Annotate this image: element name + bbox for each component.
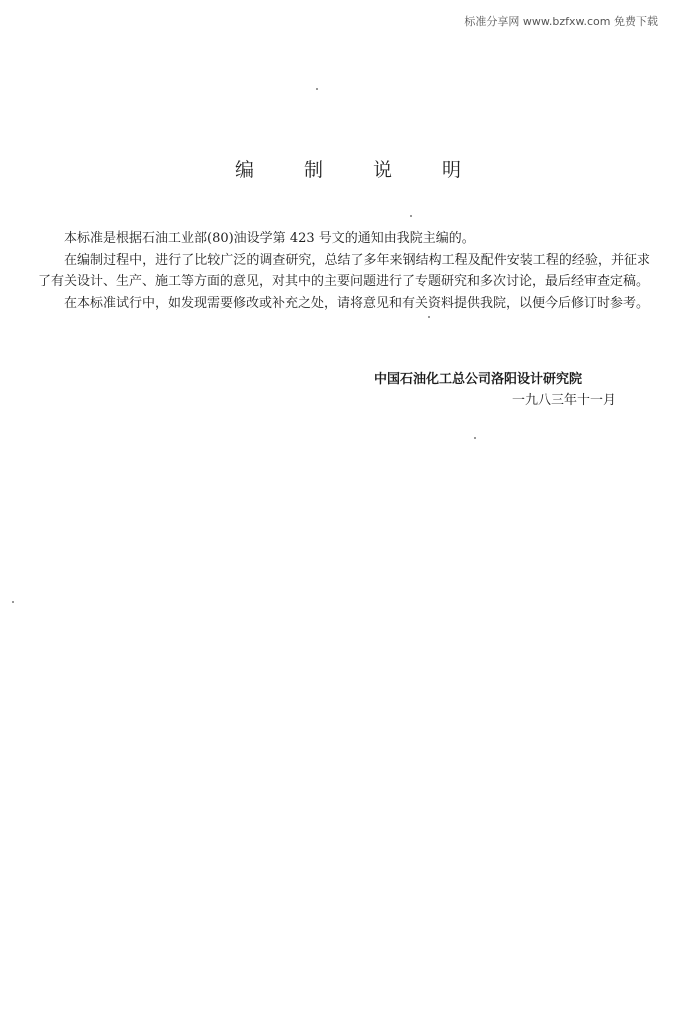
- paragraph-1: 本标准是根据石油工业部(80)油设学第 423 号文的通知由我院主编的。: [64, 231, 475, 246]
- signature-organization: 中国石油化工总公司洛阳设计研究院: [374, 372, 583, 387]
- paragraph-3: 在本标准试行中，如发现需要修改或补充之处，请将意见和有关资料提供我院，以便今后修订时参考。: [64, 295, 650, 311]
- body-text: [38, 228, 650, 314]
- scan-speck: [12, 601, 14, 603]
- scan-speck: [428, 316, 430, 318]
- scan-speck: [474, 437, 476, 439]
- page-title-text: 编 制 说 明: [234, 159, 484, 181]
- paragraph-2: 在编制过程中，进行了比较广泛的调查研究，总结了多年来钢结构工程及配件安装工程的经验，并征求了有关设计、生产、施工等方面的意见，对其中的主要问题进行了专题研究和多次讨论，最后经审查定稿。: [38, 252, 650, 289]
- scan-speck: [410, 215, 412, 217]
- signature-date: 一九八三年十一月: [512, 393, 617, 408]
- watermark-text: 标准分享网 www.bzfxw.com 免费下载: [464, 15, 658, 28]
- scan-speck: [316, 88, 318, 90]
- page-title: [0, 155, 696, 182]
